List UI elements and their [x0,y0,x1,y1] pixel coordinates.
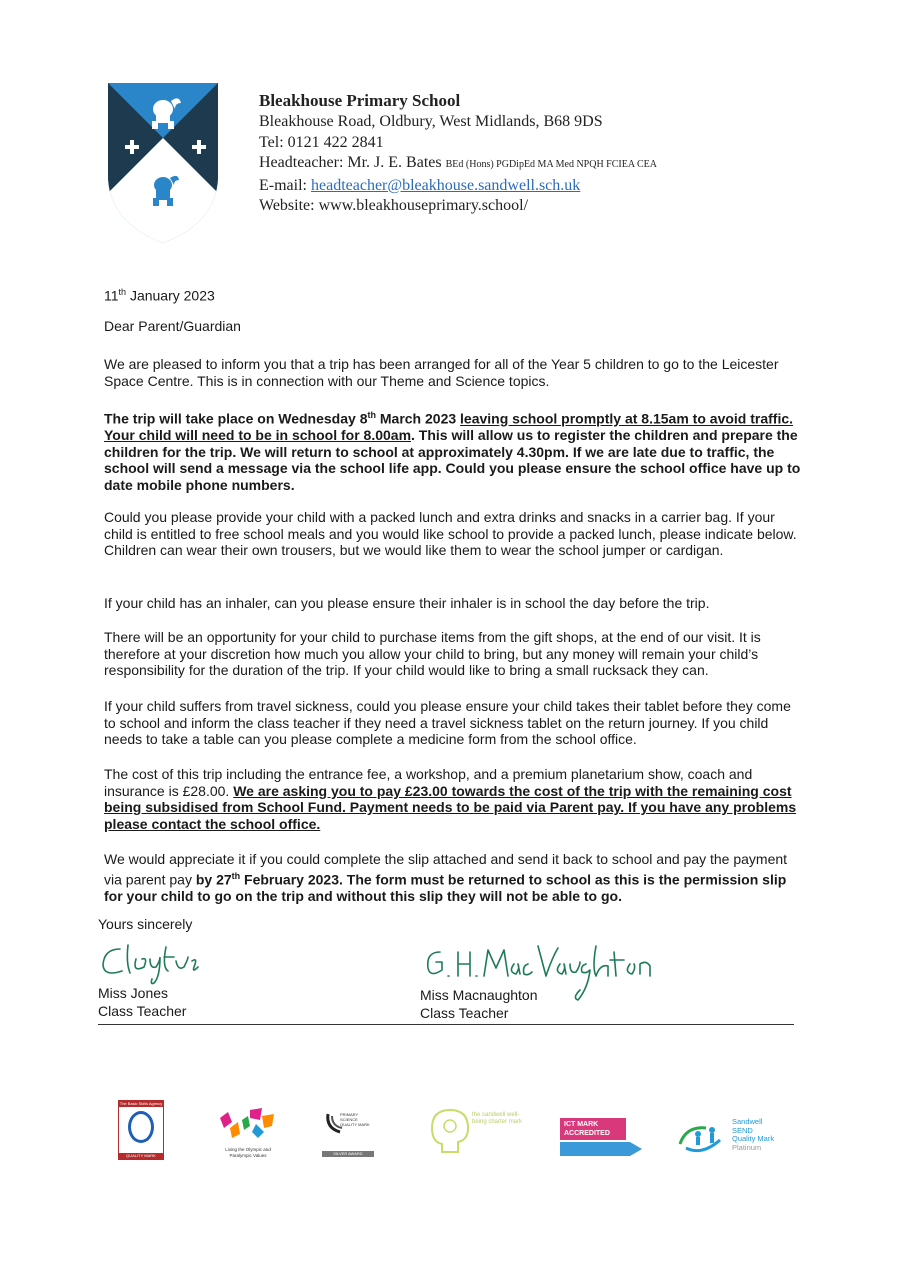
paragraph-trip-details [104,407,804,494]
email-line [259,176,657,197]
science-mark-text: PRIMARY SCIENCE QUALITY MARK [340,1112,370,1127]
letterhead [259,90,657,217]
science-quality-mark-logo [322,1110,374,1156]
send-line-2: SEND [732,1125,753,1135]
school-telephone: Tel: 0121 422 2841 [259,133,384,151]
departure-notice: leaving school promptly at 8.15am to avoid traffic. Your child will need to be in school for 8.00am [104,410,794,444]
paragraph-cost [104,766,804,832]
wellbeing-head-icon [428,1106,472,1154]
signatory-macnaughton [420,986,538,1022]
paragraph-travel-sickness: If your child suffers from travel sickness, could you please ensure your child takes their tablet before they come to school and inform the class teacher if they need a travel sickness tablet on the return journey. If you child needs to take a table can you please complete a medicine form from the school office. [104,698,791,748]
school-crest-logo [108,83,218,243]
paragraph-intro: We are pleased to inform you that a trip has been arranged for all of the Year 5 children to go to the Leicester Space Centre. This is in connection with our Theme and Science topics. [104,356,779,389]
signatory-name: Miss Macnaughton [420,987,538,1003]
send-line-3: Quality Mark [732,1134,775,1143]
date-suffix: th [118,287,127,297]
headteacher-name: Headteacher: Mr. J. E. Bates [259,154,442,171]
salutation: Dear Parent/Guardian [104,318,241,334]
signatory-jones [98,984,186,1020]
ict-mark-arrow-icon [560,1140,644,1158]
ict-mark-text: ICT MARK ACCREDITED [560,1118,626,1140]
paragraph-gift-shop: There will be an opportunity for your child to purchase items from the gift shops, at the end of our visit. It is therefore at your discretion how much you allow your child to bring, but any money will remain your child’s responsibility for the duration of the trip. If your child would like to bring a small rucksack they can. [104,629,761,679]
trip-date-text: The trip will take place on Wednesday 8 [104,410,368,427]
deadline-rest: February 2023. The form must be returned to school as this is the permission slip for your child to go on the trip and without this slip they will not be able to go. [104,871,787,904]
science-award-badge: SILVER AWARD [322,1151,374,1157]
basic-skills-top-text: The Basic Skills Agency [119,1101,163,1106]
deadline-text: by 27 [195,871,232,888]
basic-skills-bottom-text: QUALITY MARK [119,1153,163,1159]
q-emblem-icon [128,1111,154,1143]
paragraph-permission-slip [104,851,804,904]
basic-skills-quality-mark-logo [118,1100,164,1160]
wellbeing-mark-text: the sandwell well-being charter mark [472,1112,523,1125]
send-mark-text [732,1118,774,1152]
school-address: Bleakhouse Road, Oldbury, West Midlands, B68 9DS [259,113,603,130]
send-line-4: Platinum [732,1142,762,1152]
headteacher-qualifications: BEd (Hons) PGDipEd MA Med NPQH FCIEA CEA [445,159,658,170]
cost-text: The cost of this trip including the entrance fee, a workshop, and a premium planetarium show, coach and insurance is £28.00. [104,766,753,799]
signatory-role: Class Teacher [420,1005,509,1021]
email-link[interactable]: headteacher@bleakhouse.sandwell.sch.uk [310,176,581,194]
wellbeing-charter-mark-logo [428,1106,524,1158]
deadline-suffix: th [231,870,241,881]
send-quality-mark-logo [676,1114,792,1160]
slip-text: We would appreciate it if you could complete the slip attached and send it back to school and pay the payment via parent pay [104,851,788,888]
trip-return-info: . This will allow us to register the children and prepare the children for the trip. We will return to school at approximately 4.30pm. If we are late due to traffic, the school will send a message via the school life app. Could you please ensure the school office have up to date mobile phone numbers. [104,427,801,494]
signatory-name: Miss Jones [98,985,169,1001]
email-label: E-mail: [259,176,307,194]
payment-notice: We are asking you to pay £23.00 towards the cost of the trip with the remaining cost being subsidised from School Fund. Payment needs to be paid via Parent pay. If you have any problems please contact the school office. [104,782,797,832]
date-day: 11 [104,287,119,304]
signatory-role: Class Teacher [98,1003,187,1019]
send-line-1: Sandwell [732,1117,763,1126]
closing: Yours sincerely [98,916,193,932]
trip-date-month: March 2023 [375,410,461,427]
ict-mark-logo [560,1118,644,1152]
olympic-values-graphic [216,1106,280,1142]
trip-date-suffix: th [367,410,376,420]
signature-jones-image [98,935,208,985]
letter-date [104,284,804,304]
olympic-values-logo [216,1106,280,1158]
send-people-icon [676,1114,728,1158]
headteacher-line [259,153,657,176]
paragraph-inhaler: If your child has an inhaler, can you please ensure their inhaler is in school the day before the trip. [104,595,710,611]
signature-divider [98,1024,794,1025]
school-name: Bleakhouse Primary School [259,91,461,110]
school-website: Website: www.bleakhouseprimary.school/ [259,197,529,214]
paragraph-packed-lunch: Could you please provide your child with a packed lunch and extra drinks and snacks in a carrier bag. If your child is entitled to free school meals and you would like school to provide a packed lunch, please indicate below. Children can wear their own trousers, but we would like them to wear the school jumper or cardigan. [104,509,797,559]
olympic-values-text: Living the Olympic and Paralympic Values [225,1147,271,1158]
date-rest: January 2023 [126,287,215,304]
